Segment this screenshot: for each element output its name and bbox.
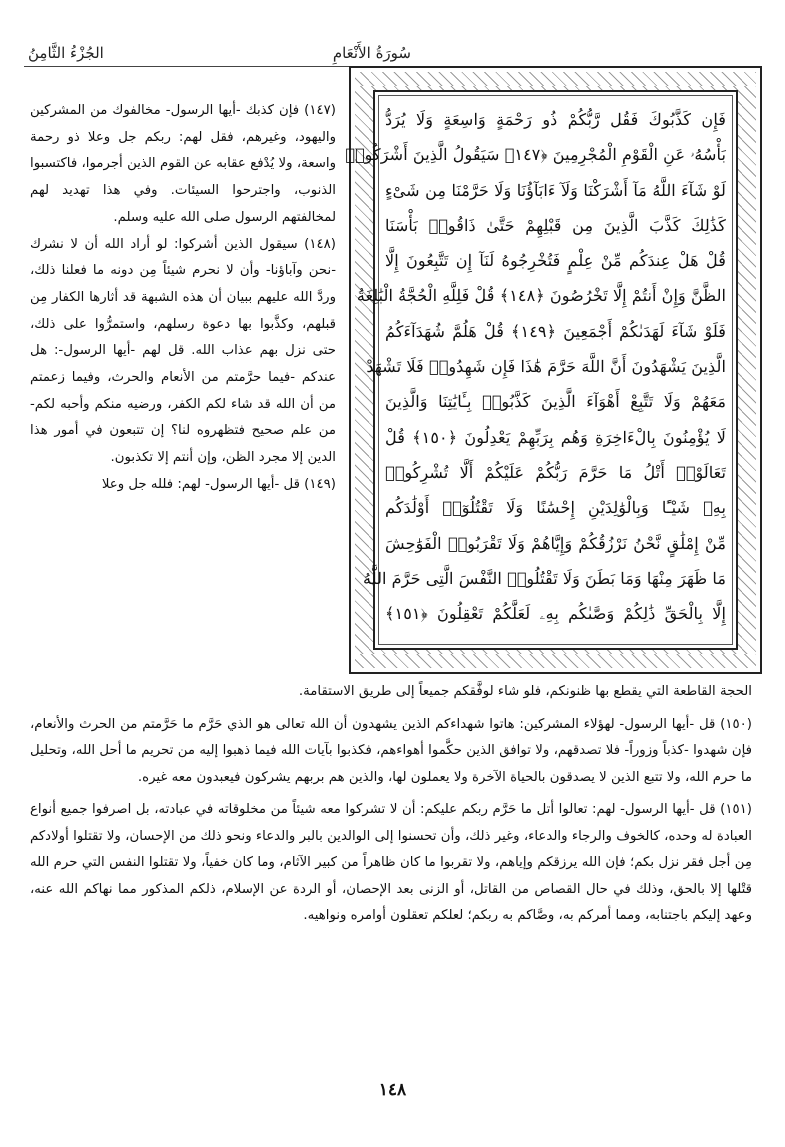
surah-header: سُورَةُ الأَنْعَامِ bbox=[332, 44, 411, 62]
quran-line: مِّنْ إِمْلَٰقٍ نَّحْنُ نَرْزُقُكُمْ وَإِيَّاهُمْ وَلَا تَقْرَبُوا۟ الْفَوَٰحِشَ bbox=[385, 533, 726, 553]
quran-line: بَأْسُهُۥ عَنِ الْقَوْمِ الْمُجْرِمِينَ ﴿١٤٧﴾ سَيَقُولُ الَّذِينَ أَشْرَكُوا۟ bbox=[345, 145, 726, 165]
quran-line: تَعَالَوْا۟ أَتْلُ مَا حَرَّمَ رَبُّكُمْ عَلَيْكُمْ أَلَّا تُشْرِكُوا۟ bbox=[385, 462, 726, 482]
quran-line: لَا يُؤْمِنُونَ بِالْءَاخِرَةِ وَهُم بِرَبِّهِمْ يَعْدِلُونَ ﴿١٥٠﴾ قُلْ bbox=[385, 427, 726, 447]
tafsir-paragraph: الحجة القاطعة التي يقطع بها ظنونكم، فلو شاء لوفَّقكم جميعاً إلى طريق الاستقامة. bbox=[298, 684, 752, 699]
tafsir-paragraph: (١٤٩) قل -أيها الرسول- لهم: فلله جل وعلا bbox=[101, 476, 336, 492]
quran-text-box bbox=[345, 90, 738, 650]
quran-line: الَّذِينَ يَشْهَدُونَ أَنَّ اللَّهَ حَرَّمَ هَٰذَا فَإِن شَهِدُوا۟ فَلَا تَشْهَدْ bbox=[366, 357, 726, 377]
quran-line: بِهِۦ شَيْـًٔا وَبِالْوَٰلِدَيْنِ إِحْسَٰنًا وَلَا تَقْتُلُوٓا۟ أَوْلَٰدَكُم bbox=[385, 498, 726, 518]
quran-line: مَعَهُمْ وَلَا تَتَّبِعْ أَهْوَآءَ الَّذِينَ كَذَّبُوا۟ بِـَٔايَٰتِنَا وَالَّذِينَ bbox=[385, 392, 726, 412]
quran-text bbox=[345, 102, 727, 631]
tafsir-side-column bbox=[30, 98, 336, 499]
quran-line: إِلَّا بِالْحَقِّ ذَٰلِكُمْ وَصَّىٰكُم بِهِۦ لَعَلَّكُمْ تَعْقِلُونَ ﴿١٥١﴾ bbox=[385, 604, 726, 624]
quran-line: كَذَٰلِكَ كَذَّبَ الَّذِينَ مِن قَبْلِهِمْ حَتَّىٰ ذَاقُوا۟ بَأْسَنَا bbox=[385, 215, 726, 235]
quran-line: فَلَوْ شَآءَ لَهَدَىٰكُمْ أَجْمَعِينَ ﴿١٤٩﴾ قُلْ هَلُمَّ شُهَدَآءَكُمُ bbox=[385, 321, 727, 341]
tafsir-full-width bbox=[30, 679, 752, 930]
page-number: ١٤٨ bbox=[378, 1080, 407, 1100]
quran-line: مَا ظَهَرَ مِنْهَا وَمَا بَطَنَ وَلَا تَقْتُلُوا۟ النَّفْسَ الَّتِى حَرَّمَ اللَّهُ bbox=[363, 568, 726, 588]
header-rule bbox=[24, 66, 371, 67]
quran-frame bbox=[345, 66, 762, 674]
quran-line: فَإِن كَذَّبُوكَ فَقُل رَّبُّكُمْ ذُو رَحْمَةٍ وَاسِعَةٍ وَلَا يُرَدُّ bbox=[385, 110, 726, 129]
juz-header: الجُزْءُ الثَّامِنُ bbox=[28, 44, 104, 62]
tafsir-paragraph: (١٥١) قل -أيها الرسول- لهم: تعالوا أتل ما حَرَّم ربكم عليكم: أن لا تشركوا معه شيئاً من مخلوقاته في عبادته، بل اصرفوا جميع أنواع العبادة له وحده، كالخوف والرجاء والدعاء، وغير ذلك، وأن تحسنوا إلى الوالدين بالبر والدعاء ونحو ذلك من الإحسان، ولا تقتلوا أولادكم مِن أجل فقر نزل بكم؛ فإن الله يرزقكم وإياهم، ولا تقربوا ما كان ظاهراً من كبير الآثام، وما كان خفياً، ولا تقتلوا النفس التي حرم الله قتْلها إلا بالحق، وذلك في حال القصاص من القاتل، أو الزنى بعد الإحصان، أو الردة عن الإسلام، ذلكم المذكور مما نهاكم الله عنه، وعهد إليكم باجتنابه، ومما أمركم به، وصَّاكم به ربكم؛ لعلكم تعقلون أوامره ونواهيه. bbox=[30, 802, 752, 923]
quran-line: الظَّنَّ وَإِنْ أَنتُمْ إِلَّا تَخْرُصُونَ ﴿١٤٨﴾ قُلْ فَلِلَّهِ الْحُجَّةُ الْبَٰلِغَةُ bbox=[356, 286, 726, 306]
quran-line: قُلْ هَلْ عِندَكُم مِّنْ عِلْمٍ فَتُخْرِجُوهُ لَنَآ إِن تَتَّبِعُونَ إِلَّا bbox=[385, 251, 726, 271]
tafsir-paragraph: (١٥٠) قل -أيها الرسول- لهؤلاء المشركين: هاتوا شهداءكم الذين يشهدون أن الله تعالى هو الذي حَرَّم ما حَرَّمتم من الحرث والأنعام، فإن شهدوا -كذباً وزوراً- فلا تصدقهم، ولا توافق الذين حكَّموا أهواءهم، فكذبوا بآيات الله فيما ذهبوا إليه من تحريم ما أحل الله، وتحليل ما حرم الله، ولا تتبع الذين لا يصدقون بالحياة الآخرة ولا يعملون لها، والذين هم بربهم يشركون فيعبدون معه غيره. bbox=[30, 716, 752, 785]
tafsir-paragraph: (١٤٧) فإن كذبك -أيها الرسول- مخالفوك من المشركين واليهود، وغيرهم، فقل لهم: ربكم جل وعلا ذو رحمة واسعة، ولا يُدْفع عقابه عن القوم الذين أجرموا، فاكتسبوا الذنوب، واجترحوا السيئات. وفي هذا تهديد لهم لمخالفتهم الرسول صلى الله عليه وسلم. bbox=[30, 103, 336, 225]
tafsir-paragraph: (١٤٨) سيقول الذين أشركوا: لو أراد الله أن لا نشرك -نحن وآباؤنا- وأن لا نحرم شيئاً مِن دونه ما فعلنا ذلك، وردَّ الله عليهم ببيان أن هذه الشبهة قد أثارها الكفار مِن قبلهم، وكذَّبوا بها دعوة رسلهم، واستمرُّوا على ذلك، حتى نزل بهم عذاب الله. قل لهم -أيها الرسول-: هل عندكم -فيما حرَّمتم من الأنعام والحرث، وفيما زعمتم من أن الله قد شاء لكم الكفر، ورضيه منكم وأحبه لكم- من علم صحيح فتظهروه لنا؟ إن تتبعون في أمور هذا الدين إلا مجرد الظن، وإن أنتم إلا تكذبون. bbox=[30, 236, 336, 466]
quran-line: لَوْ شَآءَ اللَّهُ مَآ أَشْرَكْنَا وَلَآ ءَابَآؤُنَا وَلَا حَرَّمْنَا مِن شَىْءٍ bbox=[385, 180, 726, 200]
